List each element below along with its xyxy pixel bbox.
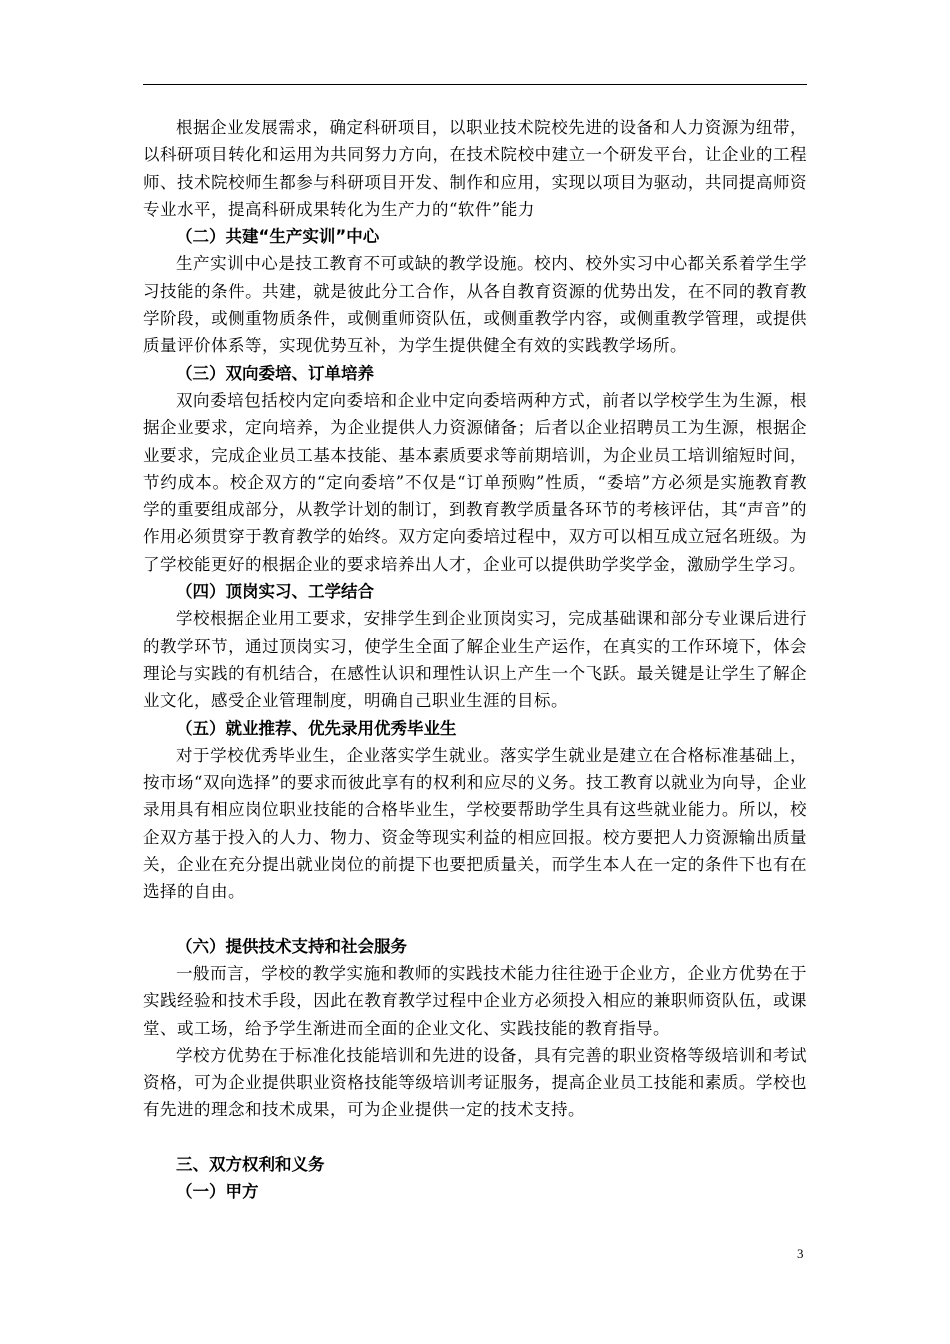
heading-two-way-training: （三）双向委培、订单培养	[176, 363, 374, 383]
paragraph-internship: 学校根据企业用工要求，安排学生到企业顶岗实习，完成基础课和部分专业课后进行的教学环节，通过顶岗实习，使学生全面了解企业生产运作，在真实的工作环境下，体会理论与实践的有机结合，在感性认识和理性认识上产生一个飞跃。最关键是让学生了解企业文化，感受企业管理制度，明确自己职业生涯的目标。	[143, 609, 807, 711]
paragraph-employment: 对于学校优秀毕业生，企业落实学生就业。落实学生就业是建立在合格标准基础上，按市场“双向选择”的要求而彼此享有的权利和应尽的义务。技工教育以就业为向导，企业录用具有相应岗位职业技能的合格毕业生，学校要帮助学生具有这些就业能力。所以，校企双方基于投入的人力、物力、资金等现实利益的相应回报。校方要把人力资源输出质量关，企业在充分提出就业岗位的前提下也要把质量关，而学生本人在一定的条件下也有在选择的自由。	[143, 745, 807, 902]
heading-rights-obligations: 三、双方权利和义务	[176, 1154, 325, 1174]
heading-co-build-training-center: （二）共建“生产实训”中心	[176, 227, 380, 247]
paragraph-two-way-training: 双向委培包括校内定向委培和企业中定向委培两种方式，前者以学校学生为生源，根据企业要求，定向培养，为企业提供人力资源储备；后者以企业招聘员工为生源，根据企业要求，完成企业员工基本技能、基本素质要求等前期培训，为企业员工培训缩短时间，节约成本。校企双方的“定向委培”不仅是“订单预购”性质，“委培”方必须是实施教育教学的重要组成部分，从教学计划的制订，到教育教学质量各环节的考核评估，其“声音”的作用必须贯穿于教育教学的始终。双方定向委培过程中，双方可以相互成立冠名班级。为了学校能更好的根据企业的要求培养出人才，企业可以提供助学奖学金，激励学生学习。	[143, 390, 807, 574]
paragraph-training-center: 生产实训中心是技工教育不可或缺的教学设施。校内、校外实习中心都关系着学生学习技能的条件。共建，就是彼此分工合作，从各自教育资源的优势出发，在不同的教育教学阶段，或侧重物质条件，或侧重师资队伍，或侧重教学内容，或侧重教学管理，或提供质量评价体系等，实现优势互补，为学生提供健全有效的实践教学场所。	[143, 254, 807, 356]
paragraph-technical-support-b: 学校方优势在于标准化技能培训和先进的设备，具有完善的职业资格等级培训和考试资格，可为企业提供职业资格技能等级培训考证服务，提高企业员工技能和素质。学校也有先进的理念和技术成果，可为企业提供一定的技术支持。	[143, 1045, 807, 1120]
page-number: 3	[797, 1246, 804, 1261]
heading-party-a: （一）甲方	[176, 1181, 259, 1201]
header-rule	[143, 84, 807, 85]
heading-internship: （四）顶岗实习、工学结合	[176, 582, 374, 602]
heading-technical-support: （六）提供技术支持和社会服务	[176, 936, 407, 956]
paragraph-intro: 根据企业发展需求，确定科研项目，以职业技术院校先进的设备和人力资源为纽带，以科研项目转化和运用为共同努力方向，在技术院校中建立一个研发平台，让企业的工程师、技术院校师生都参与科研项目开发、制作和应用，实现以项目为驱动，共同提高师资专业水平，提高科研成果转化为生产力的“软件”能力	[143, 118, 807, 219]
paragraph-technical-support-a: 一般而言，学校的教学实施和教师的实践技术能力往往逊于企业方，企业方优势在于实践经验和技术手段，因此在教育教学过程中企业方必须投入相应的兼职师资队伍，或课堂、或工场，给予学生渐进而全面的企业文化、实践技能的教育指导。	[143, 963, 807, 1038]
page-body	[143, 114, 807, 1205]
heading-employment: （五）就业推荐、优先录用优秀毕业生	[176, 718, 457, 738]
